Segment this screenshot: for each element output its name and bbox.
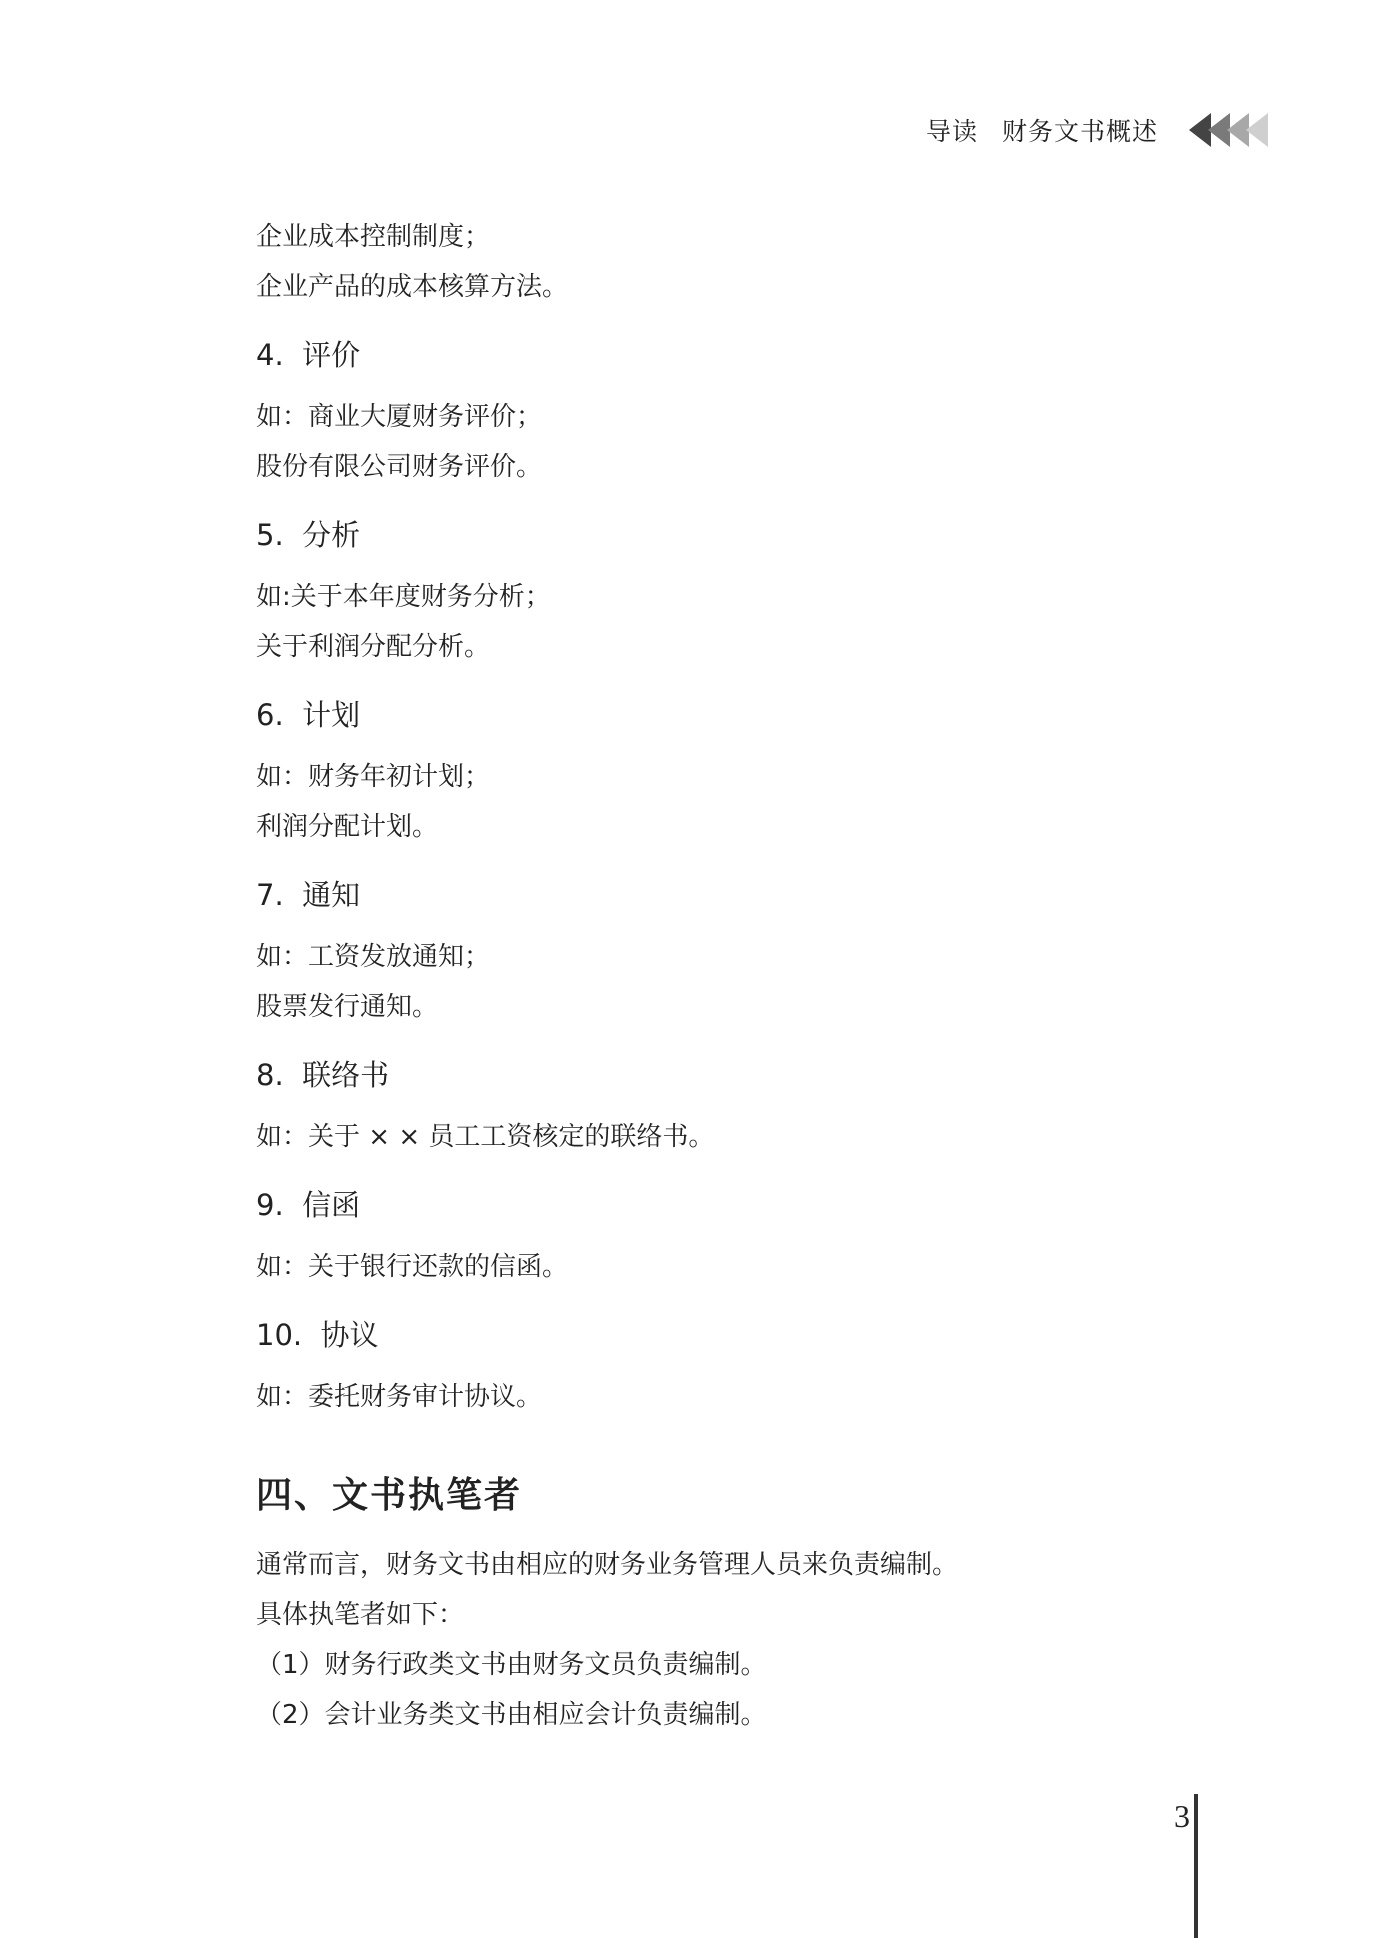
example-line: 如：商业大厦财务评价； [256, 402, 543, 432]
item-heading: 7. 通知 [256, 878, 361, 912]
item-heading: 9. 信函 [256, 1188, 361, 1222]
example-line: 如：关于 × × 员工工资核定的联络书。 [256, 1122, 715, 1152]
body-line: 企业成本控制制度； [256, 222, 491, 252]
example-line: 股票发行通知。 [256, 992, 439, 1022]
item-heading: 8. 联络书 [256, 1058, 390, 1092]
arrow-left-icon [1246, 113, 1268, 147]
body-line: 通常而言，财务文书由相应的财务业务管理人员来负责编制。 [256, 1550, 959, 1580]
example-line: 如：财务年初计划； [256, 762, 491, 792]
page-number: 3 [1174, 1798, 1190, 1834]
body-line: 企业产品的成本核算方法。 [256, 272, 569, 302]
header-section: 导读 [925, 117, 978, 146]
example-line: 如:关于本年度财务分析； [256, 582, 551, 612]
example-line: 如：关于银行还款的信函。 [256, 1252, 569, 1282]
triple-arrow-left-icon [1192, 113, 1268, 147]
running-header [926, 112, 1268, 148]
item-heading: 4. 评价 [256, 338, 361, 372]
item-heading: 5. 分析 [256, 518, 361, 552]
example-line: 关于利润分配分析。 [256, 632, 491, 662]
item-heading: 6. 计划 [256, 698, 361, 732]
page-body [256, 212, 1256, 1740]
section-title: 四、文书执笔者 [256, 1474, 523, 1516]
item-heading: 10. 协议 [256, 1318, 379, 1352]
body-line: （1）财务行政类文书由财务文员负责编制。 [256, 1650, 767, 1680]
example-line: 如：委托财务审计协议。 [256, 1382, 543, 1412]
body-line: （2）会计业务类文书由相应会计负责编制。 [256, 1700, 767, 1730]
page-edge-rule [1194, 1794, 1198, 1938]
header-title: 财务文书概述 [1001, 117, 1158, 146]
example-line: 股份有限公司财务评价。 [256, 452, 543, 482]
example-line: 如：工资发放通知； [256, 942, 491, 972]
body-line: 具体执笔者如下： [256, 1600, 465, 1630]
example-line: 利润分配计划。 [256, 812, 439, 842]
